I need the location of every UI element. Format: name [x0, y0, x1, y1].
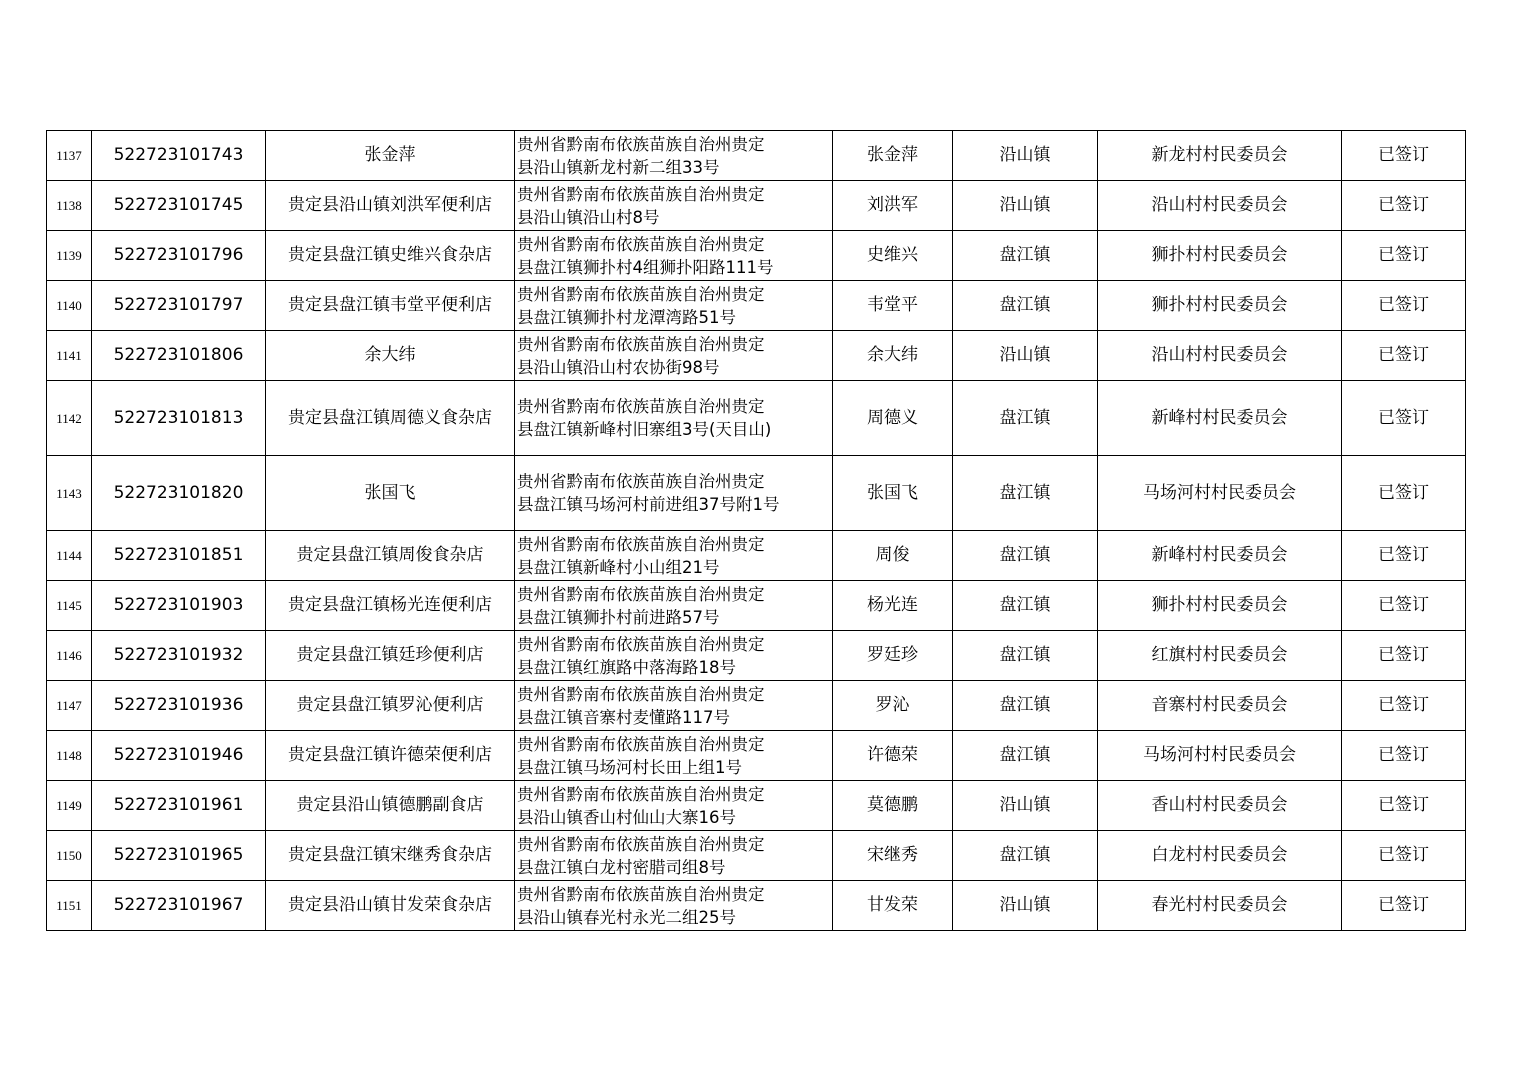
store-name-cell: 贵定县盘江镇廷珍便利店 — [266, 631, 515, 681]
store-name-cell: 张国飞 — [266, 456, 515, 531]
license-code-cell: 522723101743 — [92, 131, 266, 181]
owner-name-cell: 周德义 — [833, 381, 953, 456]
address-line-1: 贵州省黔南布依族苗族自治州贵定 — [517, 684, 765, 704]
row-number-cell: 1150 — [47, 831, 92, 881]
owner-name-cell: 甘发荣 — [833, 881, 953, 931]
address-line-1: 贵州省黔南布依族苗族自治州贵定 — [517, 634, 765, 654]
address-line-2: 县盘江镇狮扑村前进路57号 — [517, 607, 720, 627]
row-number-cell: 1146 — [47, 631, 92, 681]
address-cell — [515, 731, 833, 781]
row-number-cell: 1143 — [47, 456, 92, 531]
row-number-cell: 1138 — [47, 181, 92, 231]
address-line-2: 县盘江镇红旗路中落海路18号 — [517, 657, 736, 677]
address-line-1: 贵州省黔南布依族苗族自治州贵定 — [517, 234, 765, 254]
town-cell: 盘江镇 — [953, 381, 1098, 456]
store-name-cell: 余大纬 — [266, 331, 515, 381]
license-code-cell: 522723101946 — [92, 731, 266, 781]
table-row — [47, 581, 1466, 631]
address-line-1: 贵州省黔南布依族苗族自治州贵定 — [517, 534, 765, 554]
owner-name-cell: 余大纬 — [833, 331, 953, 381]
town-cell: 盘江镇 — [953, 681, 1098, 731]
village-committee-cell: 红旗村村民委员会 — [1098, 631, 1342, 681]
address-cell — [515, 631, 833, 681]
village-committee-cell: 新龙村村民委员会 — [1098, 131, 1342, 181]
row-number-cell: 1148 — [47, 731, 92, 781]
row-number-cell: 1147 — [47, 681, 92, 731]
retailer-contract-table — [46, 130, 1466, 931]
address-line-2: 县盘江镇新峰村小山组21号 — [517, 557, 720, 577]
town-cell: 盘江镇 — [953, 831, 1098, 881]
table-row — [47, 456, 1466, 531]
owner-name-cell: 宋继秀 — [833, 831, 953, 881]
row-number-cell: 1151 — [47, 881, 92, 931]
address-cell — [515, 881, 833, 931]
signing-status-cell: 已签订 — [1342, 131, 1466, 181]
town-cell: 沿山镇 — [953, 131, 1098, 181]
signing-status-cell: 已签订 — [1342, 381, 1466, 456]
village-committee-cell: 狮扑村村民委员会 — [1098, 281, 1342, 331]
row-number-cell: 1141 — [47, 331, 92, 381]
store-name-cell: 张金萍 — [266, 131, 515, 181]
town-cell: 沿山镇 — [953, 881, 1098, 931]
address-line-1: 贵州省黔南布依族苗族自治州贵定 — [517, 334, 765, 354]
town-cell: 盘江镇 — [953, 631, 1098, 681]
table-row — [47, 531, 1466, 581]
address-line-2: 县盘江镇新峰村旧寨组3号(天目山) — [517, 420, 772, 439]
store-name-cell: 贵定县盘江镇韦堂平便利店 — [266, 281, 515, 331]
signing-status-cell: 已签订 — [1342, 581, 1466, 631]
table-row — [47, 331, 1466, 381]
town-cell: 盘江镇 — [953, 281, 1098, 331]
license-code-cell: 522723101903 — [92, 581, 266, 631]
address-line-2: 县沿山镇春光村永光二组25号 — [517, 907, 736, 927]
table-row — [47, 131, 1466, 181]
address-line-1: 贵州省黔南布依族苗族自治州贵定 — [517, 397, 765, 416]
town-cell: 盘江镇 — [953, 531, 1098, 581]
address-cell — [515, 281, 833, 331]
license-code-cell: 522723101967 — [92, 881, 266, 931]
license-code-cell: 522723101851 — [92, 531, 266, 581]
village-committee-cell: 马场河村村民委员会 — [1098, 731, 1342, 781]
signing-status-cell: 已签订 — [1342, 531, 1466, 581]
village-committee-cell: 沿山村村民委员会 — [1098, 331, 1342, 381]
store-name-cell: 贵定县盘江镇杨光连便利店 — [266, 581, 515, 631]
license-code-cell: 522723101796 — [92, 231, 266, 281]
village-committee-cell: 沿山村村民委员会 — [1098, 181, 1342, 231]
address-cell — [515, 131, 833, 181]
license-code-cell: 522723101797 — [92, 281, 266, 331]
address-cell — [515, 781, 833, 831]
village-committee-cell: 音寨村村民委员会 — [1098, 681, 1342, 731]
owner-name-cell: 许德荣 — [833, 731, 953, 781]
address-line-2: 县沿山镇沿山村农协街98号 — [517, 357, 720, 377]
license-code-cell: 522723101806 — [92, 331, 266, 381]
signing-status-cell: 已签订 — [1342, 781, 1466, 831]
store-name-cell: 贵定县沿山镇刘洪军便利店 — [266, 181, 515, 231]
table-row — [47, 831, 1466, 881]
village-committee-cell: 新峰村村民委员会 — [1098, 381, 1342, 456]
address-cell — [515, 231, 833, 281]
address-cell — [515, 581, 833, 631]
address-line-1: 贵州省黔南布依族苗族自治州贵定 — [517, 884, 765, 904]
address-line-1: 贵州省黔南布依族苗族自治州贵定 — [517, 284, 765, 304]
table-row — [47, 881, 1466, 931]
address-line-2: 县盘江镇狮扑村4组狮扑阳路111号 — [517, 257, 774, 277]
owner-name-cell: 刘洪军 — [833, 181, 953, 231]
store-name-cell: 贵定县盘江镇许德荣便利店 — [266, 731, 515, 781]
village-committee-cell: 白龙村村民委员会 — [1098, 831, 1342, 881]
owner-name-cell: 罗廷珍 — [833, 631, 953, 681]
address-line-1: 贵州省黔南布依族苗族自治州贵定 — [517, 134, 765, 154]
row-number-cell: 1142 — [47, 381, 92, 456]
address-cell — [515, 181, 833, 231]
row-number-cell: 1145 — [47, 581, 92, 631]
village-committee-cell: 狮扑村村民委员会 — [1098, 581, 1342, 631]
address-line-1: 贵州省黔南布依族苗族自治州贵定 — [517, 734, 765, 754]
row-number-cell: 1139 — [47, 231, 92, 281]
table-row — [47, 231, 1466, 281]
town-cell: 沿山镇 — [953, 181, 1098, 231]
village-committee-cell: 春光村村民委员会 — [1098, 881, 1342, 931]
address-line-2: 县盘江镇狮扑村龙潭湾路51号 — [517, 307, 736, 327]
owner-name-cell: 张国飞 — [833, 456, 953, 531]
signing-status-cell: 已签订 — [1342, 681, 1466, 731]
address-line-1: 贵州省黔南布依族苗族自治州贵定 — [517, 472, 765, 491]
table-row — [47, 681, 1466, 731]
table-row — [47, 731, 1466, 781]
owner-name-cell: 杨光连 — [833, 581, 953, 631]
table-row — [47, 381, 1466, 456]
signing-status-cell: 已签订 — [1342, 456, 1466, 531]
license-code-cell: 522723101813 — [92, 381, 266, 456]
store-name-cell: 贵定县盘江镇周德义食杂店 — [266, 381, 515, 456]
store-name-cell: 贵定县盘江镇宋继秀食杂店 — [266, 831, 515, 881]
town-cell: 沿山镇 — [953, 781, 1098, 831]
store-name-cell: 贵定县盘江镇史维兴食杂店 — [266, 231, 515, 281]
village-committee-cell: 马场河村村民委员会 — [1098, 456, 1342, 531]
license-code-cell: 522723101936 — [92, 681, 266, 731]
address-line-1: 贵州省黔南布依族苗族自治州贵定 — [517, 784, 765, 804]
owner-name-cell: 张金萍 — [833, 131, 953, 181]
address-cell — [515, 381, 833, 456]
table-row — [47, 781, 1466, 831]
signing-status-cell: 已签订 — [1342, 631, 1466, 681]
signing-status-cell: 已签订 — [1342, 731, 1466, 781]
signing-status-cell: 已签订 — [1342, 281, 1466, 331]
owner-name-cell: 罗沁 — [833, 681, 953, 731]
row-number-cell: 1140 — [47, 281, 92, 331]
store-name-cell: 贵定县盘江镇周俊食杂店 — [266, 531, 515, 581]
address-line-2: 县沿山镇新龙村新二组33号 — [517, 157, 720, 177]
license-code-cell: 522723101820 — [92, 456, 266, 531]
store-name-cell: 贵定县盘江镇罗沁便利店 — [266, 681, 515, 731]
address-line-1: 贵州省黔南布依族苗族自治州贵定 — [517, 834, 765, 854]
address-line-2: 县盘江镇马场河村前进组37号附1号 — [517, 495, 780, 514]
license-code-cell: 522723101961 — [92, 781, 266, 831]
row-number-cell: 1137 — [47, 131, 92, 181]
address-cell — [515, 531, 833, 581]
table-row — [47, 281, 1466, 331]
license-code-cell: 522723101932 — [92, 631, 266, 681]
row-number-cell: 1144 — [47, 531, 92, 581]
signing-status-cell: 已签订 — [1342, 231, 1466, 281]
table-body — [47, 131, 1466, 931]
town-cell: 盘江镇 — [953, 231, 1098, 281]
village-committee-cell: 狮扑村村民委员会 — [1098, 231, 1342, 281]
address-cell — [515, 331, 833, 381]
address-cell — [515, 681, 833, 731]
town-cell: 沿山镇 — [953, 331, 1098, 381]
signing-status-cell: 已签订 — [1342, 831, 1466, 881]
address-line-2: 县盘江镇马场河村长田上组1号 — [517, 757, 742, 777]
address-line-2: 县盘江镇白龙村密腊司组8号 — [517, 857, 726, 877]
address-line-1: 贵州省黔南布依族苗族自治州贵定 — [517, 184, 765, 204]
store-name-cell: 贵定县沿山镇甘发荣食杂店 — [266, 881, 515, 931]
signing-status-cell: 已签订 — [1342, 181, 1466, 231]
village-committee-cell: 新峰村村民委员会 — [1098, 531, 1342, 581]
address-cell — [515, 456, 833, 531]
town-cell: 盘江镇 — [953, 456, 1098, 531]
town-cell: 盘江镇 — [953, 581, 1098, 631]
owner-name-cell: 史维兴 — [833, 231, 953, 281]
license-code-cell: 522723101965 — [92, 831, 266, 881]
owner-name-cell: 周俊 — [833, 531, 953, 581]
table-row — [47, 181, 1466, 231]
address-cell — [515, 831, 833, 881]
row-number-cell: 1149 — [47, 781, 92, 831]
town-cell: 盘江镇 — [953, 731, 1098, 781]
signing-status-cell: 已签订 — [1342, 881, 1466, 931]
table-row — [47, 631, 1466, 681]
owner-name-cell: 韦堂平 — [833, 281, 953, 331]
owner-name-cell: 莫德鹏 — [833, 781, 953, 831]
address-line-2: 县盘江镇音寨村麦懂路117号 — [517, 707, 730, 727]
village-committee-cell: 香山村村民委员会 — [1098, 781, 1342, 831]
address-line-1: 贵州省黔南布依族苗族自治州贵定 — [517, 584, 765, 604]
address-line-2: 县沿山镇香山村仙山大寨16号 — [517, 807, 736, 827]
license-code-cell: 522723101745 — [92, 181, 266, 231]
address-line-2: 县沿山镇沿山村8号 — [517, 207, 660, 227]
signing-status-cell: 已签订 — [1342, 331, 1466, 381]
store-name-cell: 贵定县沿山镇德鹏副食店 — [266, 781, 515, 831]
